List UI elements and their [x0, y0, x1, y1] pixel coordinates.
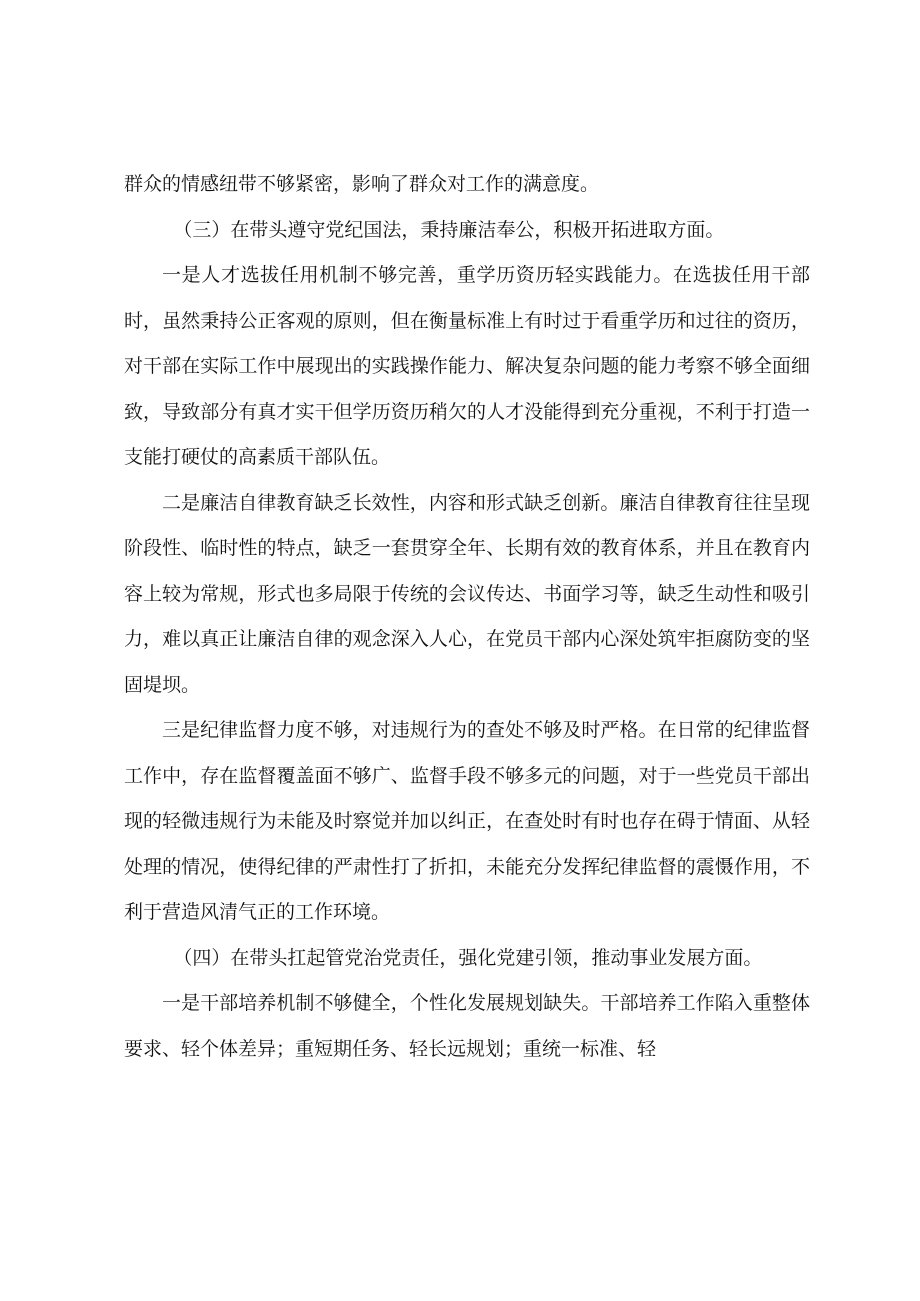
section-heading-three: （三）在带头遵守党纪国法，秉持廉洁奉公，积极开拓进取方面。 [173, 218, 725, 241]
paragraph-point-one: 一是人才选拔任用机制不够完善，重学历资历轻实践能力。在选拔任用干部时，虽然秉持公正客观的原则，但在衡量标准上有时过于看重学历和过往的资历，对干部在实际工作中展现出的实践操作能力、解决复杂问题的能力考察不够全面细致，导致部分有真才实干但学历资历稍欠的人才没能得到充分重视，不利于打造一支能打硬仗的高素质干部队伍。 [124, 264, 810, 468]
paragraph-point-one-section-four: 一是干部培养机制不够健全，个性化发展规划缺失。干部培养工作陷入重整体要求、轻个体差异；重短期任务、轻长远规划；重统一标准、轻 [124, 992, 810, 1060]
section-heading-four: （四）在带头扛起管党治党责任，强化党建引领，推动事业发展方面。 [173, 946, 763, 969]
paragraph-point-two: 二是廉洁自律教育缺乏长效性，内容和形式缺乏创新。廉洁自律教育往往呈现阶段性、临时性的特点，缺乏一套贯穿全年、长期有效的教育体系，并且在教育内容上较为常规，形式也多局限于传统的会议传达、书面学习等，缺乏生动性和吸引力，难以真正让廉洁自律的观念深入人心，在党员干部内心深处筑牢拒腐防变的坚固堤坝。 [124, 491, 810, 696]
paragraph-continuation: 群众的情感纽带不够紧密，影响了群众对工作的满意度。 [124, 173, 600, 195]
document-body [124, 162, 810, 1072]
paragraph-point-three: 三是纪律监督力度不够，对违规行为的查处不够及时严格。在日常的纪律监督工作中，存在监督覆盖面不够广、监督手段不够多元的问题，对于一些党员干部出现的轻微违规行为未能及时察觉并加以纠正，在查处时有时也存在碍于情面、从轻处理的情况，使得纪律的严肃性打了折扣，未能充分发挥纪律监督的震慑作用，不利于营造风清气正的工作环境。 [124, 719, 810, 923]
